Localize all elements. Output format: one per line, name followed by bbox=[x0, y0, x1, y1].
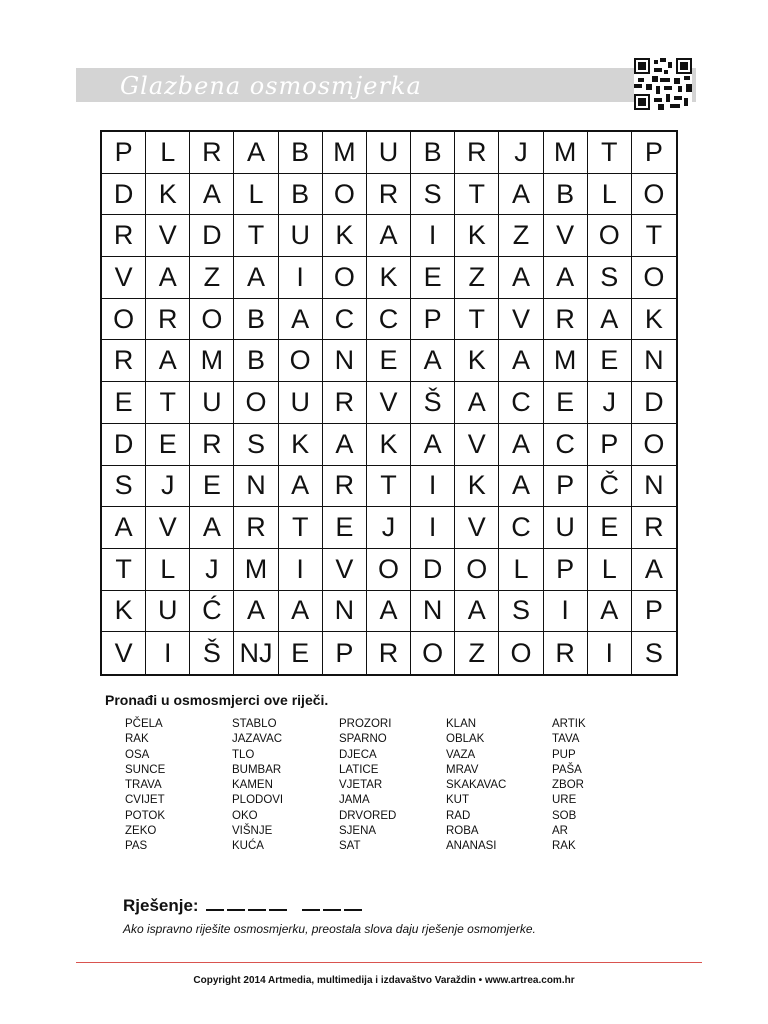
grid-cell[interactable]: A bbox=[499, 174, 543, 216]
grid-cell[interactable]: M bbox=[544, 132, 588, 174]
grid-cell[interactable]: R bbox=[323, 466, 367, 508]
word-item: ANANASI bbox=[446, 840, 497, 853]
word-item: KAMEN bbox=[232, 779, 273, 792]
word-item: AR bbox=[552, 825, 568, 838]
grid-cell[interactable]: R bbox=[367, 632, 411, 674]
grid-cell[interactable]: NJ bbox=[234, 632, 278, 674]
grid-cell[interactable]: K bbox=[279, 424, 323, 466]
grid-cell[interactable]: D bbox=[102, 174, 146, 216]
grid-cell[interactable]: Z bbox=[499, 215, 543, 257]
grid-cell[interactable]: B bbox=[411, 132, 455, 174]
word-item: DJECA bbox=[339, 748, 377, 761]
grid-cell[interactable]: T bbox=[367, 466, 411, 508]
grid-cell[interactable]: U bbox=[279, 382, 323, 424]
grid-cell[interactable]: A bbox=[279, 591, 323, 633]
word-item: KLAN bbox=[446, 718, 477, 730]
word-item: KUT bbox=[446, 794, 469, 807]
grid-cell[interactable]: A bbox=[588, 591, 632, 633]
word-item: POTOK bbox=[125, 809, 166, 822]
word-item: RAD bbox=[446, 809, 471, 822]
grid-cell[interactable]: D bbox=[411, 549, 455, 591]
grid-cell[interactable]: J bbox=[588, 382, 632, 424]
grid-cell[interactable]: Š bbox=[190, 632, 234, 674]
grid-cell[interactable]: E bbox=[367, 340, 411, 382]
word-item: PUP bbox=[552, 748, 576, 761]
grid-cell[interactable]: R bbox=[102, 215, 146, 257]
grid-cell[interactable]: I bbox=[411, 215, 455, 257]
word-item: ROBA bbox=[446, 825, 479, 838]
grid-cell[interactable]: J bbox=[367, 507, 411, 549]
grid-cell[interactable]: R bbox=[455, 132, 499, 174]
word-search-grid bbox=[100, 130, 678, 676]
grid-cell[interactable]: A bbox=[588, 299, 632, 341]
grid-cell[interactable]: L bbox=[499, 549, 543, 591]
grid-cell[interactable]: D bbox=[190, 215, 234, 257]
grid-cell[interactable]: E bbox=[146, 424, 190, 466]
word-item: STABLO bbox=[232, 718, 277, 730]
grid-cell[interactable]: A bbox=[190, 174, 234, 216]
word-item: JAZAVAC bbox=[232, 733, 283, 746]
grid-cell[interactable]: S bbox=[102, 466, 146, 508]
grid-cell[interactable]: P bbox=[544, 549, 588, 591]
grid-cell[interactable]: E bbox=[411, 257, 455, 299]
word-item: SAT bbox=[339, 840, 361, 853]
grid-cell[interactable]: B bbox=[234, 340, 278, 382]
word-item: SUNCE bbox=[125, 763, 166, 776]
grid-cell[interactable]: A bbox=[367, 215, 411, 257]
grid-cell[interactable]: P bbox=[588, 424, 632, 466]
grid-cell[interactable]: U bbox=[146, 591, 190, 633]
grid-cell[interactable]: A bbox=[544, 257, 588, 299]
grid-cell[interactable]: A bbox=[455, 591, 499, 633]
grid-cell[interactable]: A bbox=[499, 424, 543, 466]
word-item: SJENA bbox=[339, 825, 377, 838]
grid-cell[interactable]: L bbox=[234, 174, 278, 216]
grid-cell[interactable]: S bbox=[234, 424, 278, 466]
grid-cell[interactable]: A bbox=[146, 340, 190, 382]
grid-cell[interactable]: K bbox=[455, 466, 499, 508]
grid-cell[interactable]: R bbox=[367, 174, 411, 216]
grid-cell[interactable]: N bbox=[323, 340, 367, 382]
grid-cell[interactable]: K bbox=[367, 257, 411, 299]
grid-cell[interactable]: O bbox=[190, 299, 234, 341]
grid-cell[interactable]: S bbox=[644, 637, 663, 668]
grid-cell[interactable]: T bbox=[234, 215, 278, 257]
grid-cell[interactable]: C bbox=[323, 299, 367, 341]
word-item: JAMA bbox=[339, 794, 370, 807]
word-item: ARTIK bbox=[552, 718, 586, 730]
grid-cell[interactable]: V bbox=[455, 507, 499, 549]
grid-cell[interactable]: B bbox=[234, 299, 278, 341]
grid-cell[interactable]: O bbox=[411, 632, 455, 674]
word-list bbox=[125, 717, 632, 855]
grid-cell[interactable]: N bbox=[411, 591, 455, 633]
grid-cell[interactable]: A bbox=[102, 507, 146, 549]
grid-cell[interactable]: A bbox=[234, 591, 278, 633]
grid-cell[interactable]: L bbox=[146, 549, 190, 591]
footer-divider bbox=[76, 962, 702, 963]
grid-cell[interactable]: C bbox=[367, 299, 411, 341]
grid-cell[interactable]: T bbox=[455, 174, 499, 216]
grid-cell[interactable]: Z bbox=[455, 257, 499, 299]
word-item: LATICE bbox=[339, 763, 379, 776]
grid-cell[interactable]: V bbox=[455, 424, 499, 466]
grid-cell[interactable]: K bbox=[323, 215, 367, 257]
grid-cell[interactable]: A bbox=[367, 591, 411, 633]
grid-cell[interactable]: U bbox=[367, 132, 411, 174]
grid-cell[interactable]: N bbox=[632, 466, 676, 508]
word-item: OBLAK bbox=[446, 733, 485, 746]
solution-blank[interactable] bbox=[323, 895, 341, 911]
solution-note: Ako ispravno riješite osmosmjerku, preostala slova daju rješenje osmomjerke. bbox=[123, 922, 536, 936]
grid-cell[interactable]: E bbox=[544, 382, 588, 424]
grid-cell[interactable]: D bbox=[102, 424, 146, 466]
grid-cell[interactable]: R bbox=[323, 382, 367, 424]
grid-cell[interactable]: K bbox=[367, 424, 411, 466]
grid-cell[interactable]: A bbox=[234, 132, 278, 174]
word-item: OSA bbox=[125, 748, 150, 761]
grid-cell[interactable]: V bbox=[544, 215, 588, 257]
grid-cell[interactable]: O bbox=[234, 382, 278, 424]
grid-cell[interactable]: R bbox=[544, 299, 588, 341]
grid-cell[interactable]: A bbox=[411, 340, 455, 382]
word-item: SKAKAVAC bbox=[446, 779, 507, 792]
grid-cell[interactable]: E bbox=[588, 507, 632, 549]
grid-cell[interactable]: L bbox=[588, 549, 632, 591]
grid-cell[interactable]: T bbox=[588, 132, 632, 174]
grid-cell[interactable]: A bbox=[279, 299, 323, 341]
word-item: SOB bbox=[552, 809, 577, 822]
word-item: TRAVA bbox=[125, 779, 162, 792]
grid-cell[interactable]: V bbox=[499, 299, 543, 341]
grid-cell[interactable]: M bbox=[323, 132, 367, 174]
grid-cell[interactable]: A bbox=[323, 424, 367, 466]
grid-cell[interactable]: J bbox=[146, 466, 190, 508]
grid-cell[interactable]: P bbox=[632, 591, 676, 633]
grid-cell[interactable]: A bbox=[190, 507, 234, 549]
grid-cell[interactable]: V bbox=[146, 215, 190, 257]
grid-cell[interactable]: O bbox=[588, 215, 632, 257]
word-item: PLODOVI bbox=[232, 794, 284, 807]
grid-cell[interactable]: I bbox=[411, 466, 455, 508]
grid-cell[interactable]: C bbox=[499, 507, 543, 549]
grid-cell[interactable]: E bbox=[323, 507, 367, 549]
grid-cell[interactable]: A bbox=[146, 257, 190, 299]
word-item: VIŠNJE bbox=[232, 825, 273, 838]
word-item: CVIJET bbox=[125, 794, 165, 807]
grid-cell[interactable]: P bbox=[411, 299, 455, 341]
grid-cell[interactable]: E bbox=[102, 382, 146, 424]
solution-blanks[interactable] bbox=[203, 896, 362, 915]
grid-cell[interactable]: S bbox=[499, 591, 543, 633]
grid-cell[interactable]: O bbox=[279, 340, 323, 382]
grid-cell[interactable]: O bbox=[632, 424, 676, 466]
grid-cell[interactable]: Ć bbox=[190, 591, 234, 633]
grid-cell[interactable]: R bbox=[190, 132, 234, 174]
grid-cell[interactable]: Z bbox=[190, 257, 234, 299]
grid-cell[interactable]: V bbox=[323, 549, 367, 591]
grid-cell[interactable]: R bbox=[102, 340, 146, 382]
grid-cell[interactable]: P bbox=[102, 132, 146, 174]
word-item: TAVA bbox=[552, 733, 580, 746]
grid-cell[interactable]: K bbox=[632, 299, 676, 341]
grid-cell[interactable]: P bbox=[544, 466, 588, 508]
grid-cell[interactable]: O bbox=[323, 174, 367, 216]
solution-blank[interactable] bbox=[269, 895, 287, 911]
grid-cell[interactable]: K bbox=[102, 591, 146, 633]
solution-blank[interactable] bbox=[302, 895, 320, 911]
grid-cell[interactable]: A bbox=[499, 340, 543, 382]
grid-cell[interactable]: A bbox=[411, 424, 455, 466]
grid-cell[interactable]: O bbox=[323, 257, 367, 299]
grid-cell[interactable]: M bbox=[190, 340, 234, 382]
word-item: OKO bbox=[232, 809, 258, 822]
grid-cell[interactable]: V bbox=[102, 257, 146, 299]
grid-cell[interactable]: R bbox=[544, 632, 588, 674]
grid-cell[interactable]: K bbox=[146, 174, 190, 216]
grid-cell[interactable]: P bbox=[632, 132, 676, 174]
grid-cell[interactable]: R bbox=[234, 507, 278, 549]
grid-cell[interactable]: B bbox=[544, 174, 588, 216]
grid-cell[interactable]: K bbox=[455, 340, 499, 382]
word-item: VAZA bbox=[446, 748, 476, 761]
grid-cell[interactable]: P bbox=[323, 632, 367, 674]
grid-cell[interactable]: C bbox=[544, 424, 588, 466]
word-item: TLO bbox=[232, 748, 255, 761]
solution-blank[interactable] bbox=[248, 895, 266, 911]
word-item: MRAV bbox=[446, 763, 479, 776]
grid-cell[interactable]: N bbox=[323, 591, 367, 633]
grid-cell[interactable]: T bbox=[146, 382, 190, 424]
grid-cell[interactable]: M bbox=[234, 549, 278, 591]
grid-cell[interactable]: O bbox=[455, 549, 499, 591]
grid-cell[interactable]: U bbox=[279, 215, 323, 257]
word-item: PAŠA bbox=[552, 763, 582, 776]
grid-cell[interactable]: U bbox=[190, 382, 234, 424]
word-item: KUĆA bbox=[232, 840, 264, 853]
grid-cell[interactable]: R bbox=[632, 507, 676, 549]
qr-code-icon bbox=[634, 58, 692, 110]
grid-cell[interactable]: O bbox=[632, 174, 676, 216]
grid-cell[interactable]: A bbox=[455, 382, 499, 424]
grid-cell[interactable]: I bbox=[588, 632, 632, 674]
word-item: BUMBAR bbox=[232, 763, 282, 776]
solution-blank[interactable] bbox=[227, 895, 245, 911]
grid-cell[interactable]: K bbox=[455, 215, 499, 257]
word-item: ZBOR bbox=[552, 779, 584, 792]
grid-cell[interactable]: L bbox=[588, 174, 632, 216]
grid-cell[interactable]: M bbox=[544, 340, 588, 382]
word-item: RAK bbox=[552, 840, 576, 853]
word-item: SPARNO bbox=[339, 733, 387, 746]
grid-cell[interactable]: C bbox=[499, 382, 543, 424]
grid-cell[interactable]: T bbox=[102, 549, 146, 591]
grid-cell[interactable]: B bbox=[279, 174, 323, 216]
grid-cell[interactable]: O bbox=[499, 632, 543, 674]
word-item: VJETAR bbox=[339, 779, 383, 792]
grid-cell[interactable]: B bbox=[279, 132, 323, 174]
solution-blank[interactable] bbox=[206, 895, 224, 911]
grid-cell[interactable]: A bbox=[279, 466, 323, 508]
grid-cell[interactable]: U bbox=[544, 507, 588, 549]
grid-cell[interactable]: O bbox=[632, 257, 676, 299]
grid-cell[interactable]: S bbox=[588, 257, 632, 299]
grid-cell[interactable]: A bbox=[499, 466, 543, 508]
solution-label: Rješenje: bbox=[123, 896, 199, 915]
grid-cell[interactable]: I bbox=[146, 632, 190, 674]
grid-cell[interactable]: E bbox=[279, 632, 323, 674]
grid-cell[interactable]: V bbox=[367, 382, 411, 424]
grid-cell[interactable]: A bbox=[499, 257, 543, 299]
grid-cell[interactable]: V bbox=[146, 507, 190, 549]
grid-cell[interactable]: R bbox=[146, 299, 190, 341]
grid-cell[interactable]: O bbox=[102, 299, 146, 341]
grid-cell[interactable]: Z bbox=[455, 632, 499, 674]
grid-cell[interactable]: L bbox=[146, 132, 190, 174]
grid-cell[interactable]: O bbox=[367, 549, 411, 591]
word-item: RAK bbox=[125, 733, 149, 746]
solution-blank[interactable] bbox=[344, 895, 362, 911]
grid-cell[interactable]: N bbox=[632, 340, 676, 382]
grid-cell[interactable]: Č bbox=[588, 466, 632, 508]
word-item: PAS bbox=[125, 840, 148, 853]
grid-cell[interactable]: I bbox=[279, 549, 323, 591]
word-item: ZEKO bbox=[125, 825, 157, 838]
grid-cell[interactable]: I bbox=[544, 591, 588, 633]
word-item: DRVORED bbox=[339, 809, 397, 822]
grid-cell[interactable]: Š bbox=[411, 382, 455, 424]
grid-cell[interactable]: T bbox=[455, 299, 499, 341]
grid-cell[interactable]: T bbox=[279, 507, 323, 549]
grid-cell[interactable]: V bbox=[102, 632, 146, 674]
word-item: URE bbox=[552, 794, 577, 807]
grid-cell[interactable]: D bbox=[632, 382, 676, 424]
grid-cell[interactable]: T bbox=[632, 215, 676, 257]
grid-cell[interactable]: R bbox=[190, 424, 234, 466]
grid-cell[interactable]: N bbox=[234, 466, 278, 508]
page-title: Glazbena osmosmjerka bbox=[120, 72, 422, 100]
grid-cell[interactable]: I bbox=[411, 507, 455, 549]
grid-cell[interactable]: A bbox=[234, 257, 278, 299]
grid-cell[interactable]: E bbox=[588, 340, 632, 382]
grid-cell[interactable]: I bbox=[279, 257, 323, 299]
grid-cell[interactable]: S bbox=[411, 174, 455, 216]
grid-cell[interactable]: E bbox=[190, 466, 234, 508]
grid-cell[interactable]: J bbox=[190, 549, 234, 591]
grid-cell[interactable]: J bbox=[499, 132, 543, 174]
copyright-footer: Copyright 2014 Artmedia, multimedija i izdavaštvo Varaždin • www.artrea.com.hr bbox=[193, 975, 575, 986]
instruction-text: Pronađi u osmosmjerci ove riječi. bbox=[105, 692, 329, 708]
grid-cell[interactable]: A bbox=[632, 549, 676, 591]
solution-line bbox=[123, 895, 362, 916]
word-item: PČELA bbox=[125, 718, 163, 730]
word-item: PROZORI bbox=[339, 718, 392, 730]
